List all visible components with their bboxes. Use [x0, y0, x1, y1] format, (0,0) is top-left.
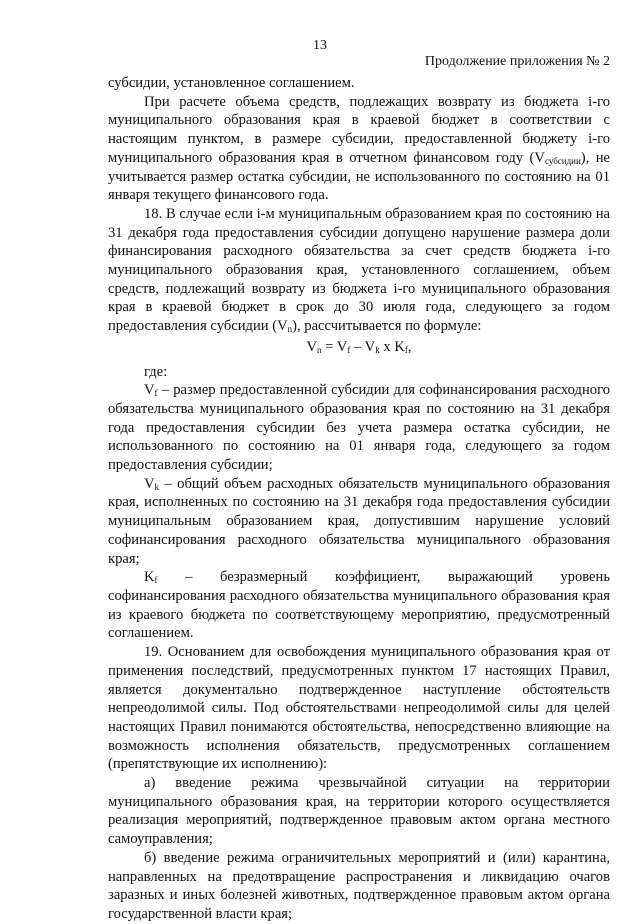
- document-body: [108, 74, 610, 924]
- paragraph-refund-calculation: При расчете объема средств, подлежащих возврату из бюджета i-го муниципального образования края в краевой бюджет в соответствии с настоящим пунктом, в размере субсидии, предоставленной бюджету i-го муниципального образования края в отчетном финансовом году $(V_{субсидии})$, не учитывается размер остатка субсидии, не использованного по состоянию на 01 января текущего финансового года.: [108, 93, 610, 204]
- page-number: 13: [313, 38, 327, 53]
- paragraph-19: 19. Основанием для освобождения муниципального образования края от применения последствий, предусмотренных пунктом 17 настоящих Правил, является документально подтвержденное наступление обстоятельств непреодолимой силы. Под обстоятельствами непреодолимой силы для целей настоящих Правил понимаются обстоятельства, непосредственно влияющие на возможность исполнения обязательств, предусмотренных соглашением (препятствующие их исполнению):: [108, 644, 610, 773]
- definition-vk: $V_k$ – общий объем расходных обязательств муниципального образования края, исполненных по состоянию на 31 декабря года предоставления субсидии муниципальным образованием края, допустившим нарушение условий софинансирования расходного обязательства муниципального образования края;: [108, 475, 610, 567]
- list-item-a: а) введение режима чрезвычайной ситуации на территории муниципального образования края, на территории которого осуществляется реализация мероприятий, подтвержденное правовым актом органа местного самоуправления;: [108, 775, 610, 848]
- paragraph-18: 18. В случае если i-м муниципальным образованием края по состоянию на 31 декабря года предоставления субсидии допущено нарушение размера доли финансирования расходного обязательства за счет средств бюджета i-го муниципального образования края, установленного соглашением, объем средств, подлежащий возврату из бюджета i-го муниципального образования края в краевой бюджет в срок до 30 июля года, следующего за годом предоставления субсидии $(V_n)$, рассчитывается по формуле:: [108, 205, 610, 335]
- refund-formula: $V_n = V_f - V_k$ x $K_f$,: [306, 338, 412, 355]
- definition-kf: $K_f$ – безразмерный коэффициент, выражающий уровень софинансирования расходного обязательства муниципального образования края из краевого бюджета по соответствующему мероприятию, предусмотренный соглашением.: [108, 569, 610, 642]
- definition-vf: $V_f$ – размер предоставленной субсидии для софинансирования расходного обязательства муниципального образования края по состоянию на 31 декабря года предоставления субсидии без учета размера остатка субсидии, не использованного по состоянию на 01 января года, следующего за годом предоставления субсидии;: [108, 382, 610, 474]
- paragraph-where: где:: [144, 363, 168, 380]
- list-item-b: б) введение режима ограничительных мероприятий и (или) карантина, направленных на предотвращение распространения и ликвидацию очагов заразных и иных болезней животных, подтвержденное правовым актом органа государственной власти края;: [108, 849, 610, 922]
- paragraph-subsidy-end: субсидии, установленное соглашением.: [108, 75, 355, 91]
- appendix-continuation-label: Продолжение приложения № 2: [424, 54, 610, 69]
